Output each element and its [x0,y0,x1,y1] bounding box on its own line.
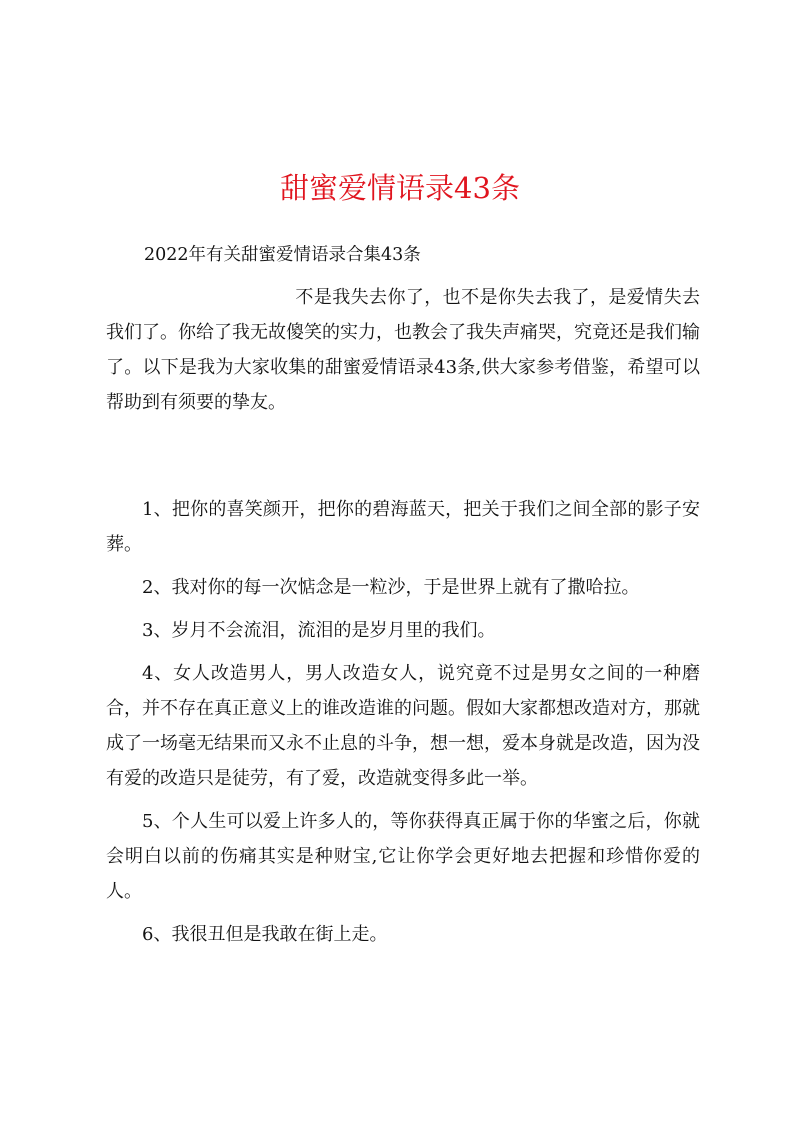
list-item: 2、我对你的每一次惦念是一粒沙，于是世界上就有了撒哈拉。 [142,577,640,598]
list-item: 1、把你的喜笑颜开，把你的碧海蓝天，把关于我们之间全部的影子安葬。 [106,499,700,555]
intro-paragraph [106,280,700,420]
list-item: 4、女人改造男人，男人改造女人，说究竟不过是男女之间的一种磨合，并不存在真正意义上的谁改造谁的问题。假如大家都想改造对方，那就成了一场毫无结果而又永不止息的斗争，想一想，爱本身就是改造，因为没有爱的改造只是徒劳，有了爱，改造就变得多此一举。 [106,663,700,789]
document-subtitle: 2022年有关甜蜜爱情语录合集43条 [144,245,421,265]
quote-list [106,492,700,960]
list-item: 5、个人生可以爱上许多人的，等你获得真正属于你的华蜜之后，你就会明白以前的伤痛其实是种财宝,它让你学会更好地去把握和珍惜你爱的人。 [106,811,700,902]
list-item: 6、我很丑但是我敢在街上走。 [142,924,388,945]
intro-text: 不是我失去你了，也不是你失去我了，是爱情失去我们了。你给了我无故傻笑的实力，也教会了我失声痛哭，究竟还是我们输了。以下是我为大家收集的甜蜜爱情语录43条,供大家参考借鉴，希望可以帮助到有须要的挚友。 [106,287,700,413]
page-title: 甜蜜爱情语录43条 [280,171,520,205]
list-item: 3、岁月不会流泪，流泪的是岁月里的我们。 [142,620,496,641]
